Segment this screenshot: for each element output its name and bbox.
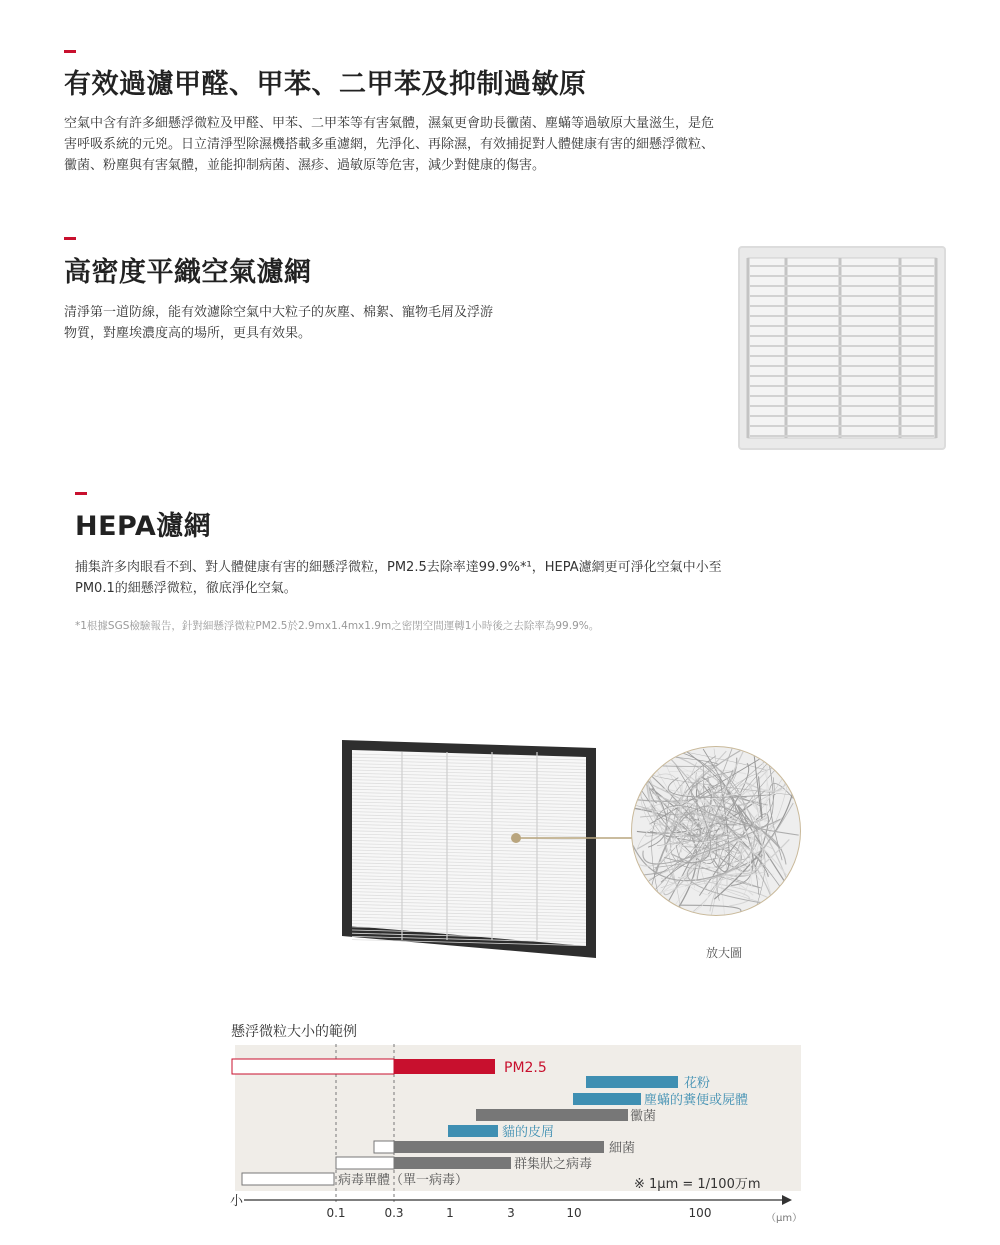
section-2-line: 清淨第一道防線，能有效濾除空氣中大粒子的灰塵、棉絮、寵物毛屑及浮游: [64, 305, 494, 320]
tick-label: 0.3: [384, 1206, 404, 1220]
label-mold: 黴菌: [630, 1109, 657, 1124]
section-3-line: 捕集許多肉眼看不到、對人體健康有害的細懸浮微粒，PM2.5去除率達99.9%*¹，HEPA濾網更可淨化空氣中小至: [75, 560, 722, 575]
axis-start-label: 小: [230, 1194, 244, 1209]
unit-note: ※ 1μm = 1/100万m: [634, 1177, 761, 1192]
footnote: *1根據SGS檢驗報告，針對細懸浮微粒PM2.5於2.9mx1.4mx1.9m之密閉空間運轉1小時後之去除率為99.9%。: [75, 620, 600, 632]
section-2-line: 物質，對塵埃濃度高的場所，更具有效果。: [64, 326, 312, 341]
bar-pollen: [586, 1076, 678, 1088]
section-1-line: 害呼吸系統的元兇。日立清淨型除濕機搭載多重濾網，先淨化、再除濕，有效捕捉對人體健康有害的細懸浮微粒、: [64, 137, 715, 152]
zoom-caption: 放大圖: [706, 946, 743, 960]
bar-single-virus: [242, 1173, 334, 1185]
x-axis-arrow: [782, 1195, 792, 1205]
bar-dustmite: [573, 1093, 641, 1105]
label-pm25: PM2.5: [504, 1060, 547, 1076]
tick-label: 10: [566, 1206, 582, 1220]
particle-size-chart: [226, 1044, 826, 1229]
bar-bacteria-outline: [374, 1141, 394, 1153]
x-unit-label: （μm）: [766, 1213, 803, 1224]
section-3-line: PM0.1的細懸浮微粒，徹底淨化空氣。: [75, 581, 297, 596]
section-3-accent: [75, 492, 87, 495]
section-3-body: [75, 557, 722, 599]
bar-pm25-outline: [232, 1059, 394, 1074]
bar-virus-cluster: [394, 1157, 511, 1169]
label-single-virus: 病毒單體（單一病毒）: [338, 1173, 469, 1188]
hepa-filter-image: [342, 740, 596, 958]
bar-bacteria: [394, 1141, 604, 1153]
tick-label: 0.1: [326, 1206, 346, 1220]
prefilter-image: [738, 246, 946, 450]
bar-mold: [476, 1109, 628, 1121]
section-1-accent: [64, 50, 76, 53]
tick-label: 1: [446, 1206, 454, 1220]
section-1-title: 有效過濾甲醛、甲苯、二甲苯及抑制過敏原: [64, 69, 587, 100]
label-virus-cluster: 群集狀之病毒: [514, 1157, 593, 1172]
label-bacteria: 細菌: [609, 1141, 636, 1156]
section-1-line: 黴菌、粉塵與有害氣體，並能抑制病菌、濕疹、過敏原等危害，減少對健康的傷害。: [64, 158, 546, 173]
label-pollen: 花粉: [684, 1076, 711, 1091]
section-3-title: HEPA濾網: [75, 511, 212, 542]
bar-virus-cluster-outline: [336, 1157, 394, 1169]
chart-title: 懸浮微粒大小的範例: [231, 1024, 357, 1040]
zoom-connector: [510, 828, 640, 848]
bar-pm25: [394, 1059, 495, 1074]
section-2-title: 高密度平織空氣濾網: [64, 257, 312, 288]
tick-label: 3: [507, 1206, 515, 1220]
tick-label: 100: [688, 1206, 712, 1220]
section-2-body: [64, 302, 493, 344]
label-cat-dander: 貓的皮屑: [502, 1125, 555, 1140]
section-1-line: 空氣中含有許多細懸浮微粒及甲醛、甲苯、二甲苯等有害氣體，濕氣更會助長黴菌、塵蟎等過敏原大量滋生，是危: [64, 116, 715, 131]
section-1-body: [64, 113, 714, 176]
bar-cat-dander: [448, 1125, 498, 1137]
section-2-accent: [64, 237, 76, 240]
label-dustmite: 塵蟎的糞便或屍體: [644, 1093, 749, 1108]
zoom-fiber-image: [631, 746, 801, 916]
